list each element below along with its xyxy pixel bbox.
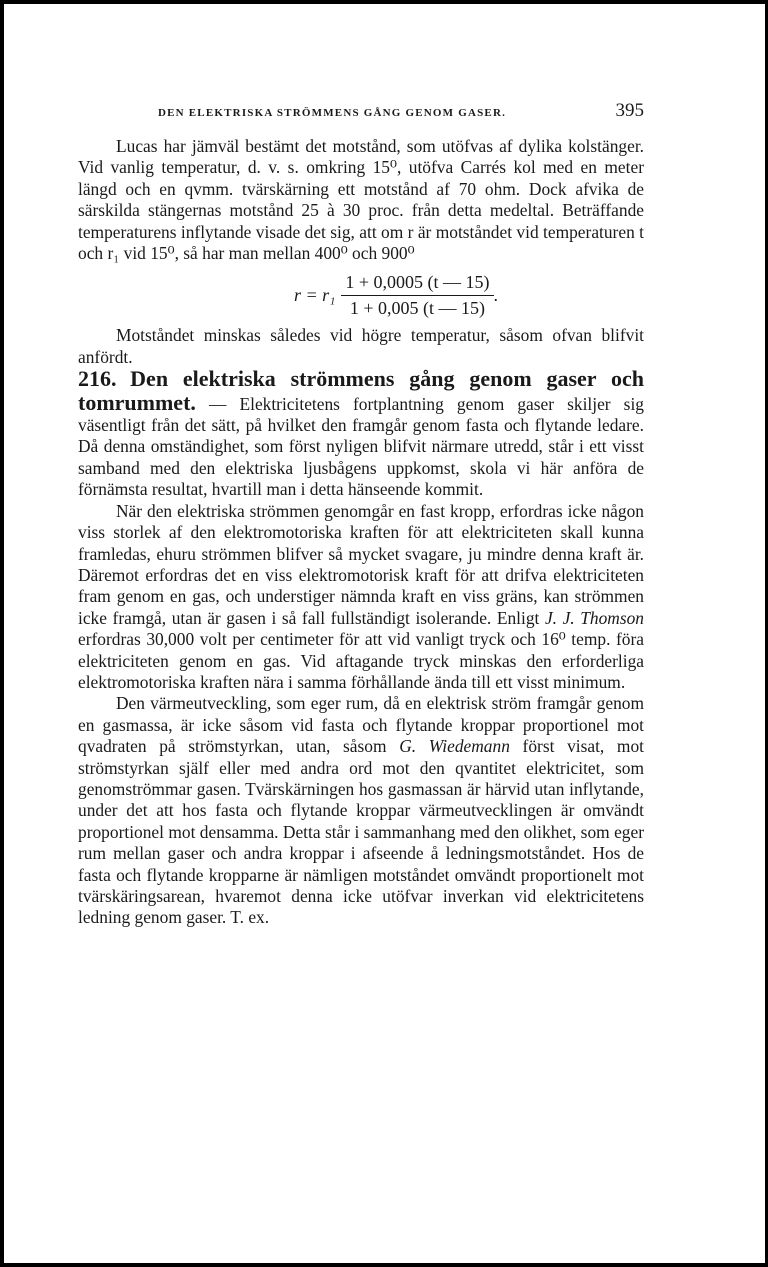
- author-thomson: J. J. Thomson: [544, 607, 644, 628]
- scan-border-bottom: [0, 1263, 768, 1267]
- page-number: 395: [615, 100, 644, 121]
- paragraph-electromotive-text-a: När den elektriska strömmen genomgår en fast kropp, erfordras icke någon viss storlek af den elektromotoriska kraften för att elektriciteten skall kunna framledas, ehuru strömmen blifver så mycket svagare, ju mindre denna kraft är. Däremot erfordras det en viss elektromotorisk kraft för att drifva elektriciteten fram genom en gas, och understiger nämnda kraft en viss gräns, kan strömmen icke framgå, utan är gasen i så fall fullständigt isolerande. Enligt: [78, 500, 644, 628]
- running-title: DEN ELEKTRISKA STRÖMMENS GÅNG GENOM GASER.: [158, 107, 507, 119]
- book-page: [78, 100, 644, 929]
- resistance-formula: [148, 272, 644, 319]
- formula-lhs: r = r₁: [293, 285, 336, 306]
- paragraph-heat-text-b: först visat, mot strömstyrkan själf eller med andra ord mot den qvantitet elektricitet, som genomströmmar gasen. Tvärskärningen hos gasmassan är härvid utan inflytande, under det att hos fasta och flytande kroppar värmeutvecklingen är omvändt proportionel mot densamma. Detta står i sammanhang med den olikhet, som eger rum mellan gaser och andra kroppar i afseende å ledningsmotståndet. Hos de fasta och flytande kropparne är nämligen motståndet omvändt proportionelt mot tvärskäringsarean, hvaremot denna icke utöfvar inverkan vid elektricitetens ledning genom gaser. T. ex.: [78, 736, 644, 928]
- formula-fraction: [341, 272, 493, 319]
- paragraph-lucas: Lucas har jämväl bestämt det motstånd, som utöfvas af dylika kolstänger. Vid vanlig temperatur, d. v. s. omkring 15⁰, utöfva Carrés kol med en meter längd och en qvmm. tvärskärning ett motstånd af 70 ohm. Dock afvika de särskilda stängernas motstånd 25 à 30 proc. från detta medeltal. Beträffande temperaturens inflytande visade det sig, att om r är motståndet vid temperaturen t och r₁ vid 15⁰, så har man mellan 400⁰ och 900⁰: [78, 136, 644, 264]
- author-wiedemann: G. Wiedemann: [399, 736, 510, 757]
- page-header: [158, 100, 644, 122]
- scan-border-top: [0, 0, 768, 4]
- paragraph-heat-text-a: Den värmeutveckling, som eger rum, då en elektrisk ström framgår genom en gasmassa, är icke såsom vid fasta och flytande kroppar proportionel mot qvadraten på strömstyrkan, utan, såsom: [78, 693, 644, 757]
- paragraph-electromotive-force: [78, 501, 644, 694]
- section-intro: — Elektricitetens fortplantning genom gaser skiljer sig väsentligt från det sätt, på hvilket den framgår genom fasta och flytande ledare. Då denna omständighet, som först nyligen blifvit närmare utredd, står i ett visst samband med den elektriska ljusbågens uppkomst, skola vi här anföra de förnämsta resultat, hvartill man i detta hänseende kommit.: [78, 393, 644, 500]
- paragraph-heat-development: [78, 693, 644, 928]
- formula-end: .: [493, 285, 499, 306]
- formula-denominator: 1 + 0,005 (t — 15): [349, 298, 486, 319]
- paragraph-electromotive-text-b: erfordras 30,000 volt per centimeter för att vid vanligt tryck och 16⁰ temp. föra elektriciteten genom en gas. Vid aftagande tryck minskas den erforderliga elektromotoriska kraften nära i samma förhållande ända till ett visst minimum.: [78, 629, 644, 692]
- paragraph-resistance-decrease: Motståndet minskas således vid högre temperatur, såsom ofvan blifvit anfördt.: [78, 325, 644, 367]
- section-number: 216.: [78, 366, 117, 392]
- formula-numerator: 1 + 0,0005 (t — 15): [341, 272, 493, 296]
- section-title: Den elektriska strömmens gång genom gaser och tomrummet.: [78, 366, 644, 415]
- scan-border-left: [0, 0, 4, 1267]
- section-216: [78, 368, 644, 500]
